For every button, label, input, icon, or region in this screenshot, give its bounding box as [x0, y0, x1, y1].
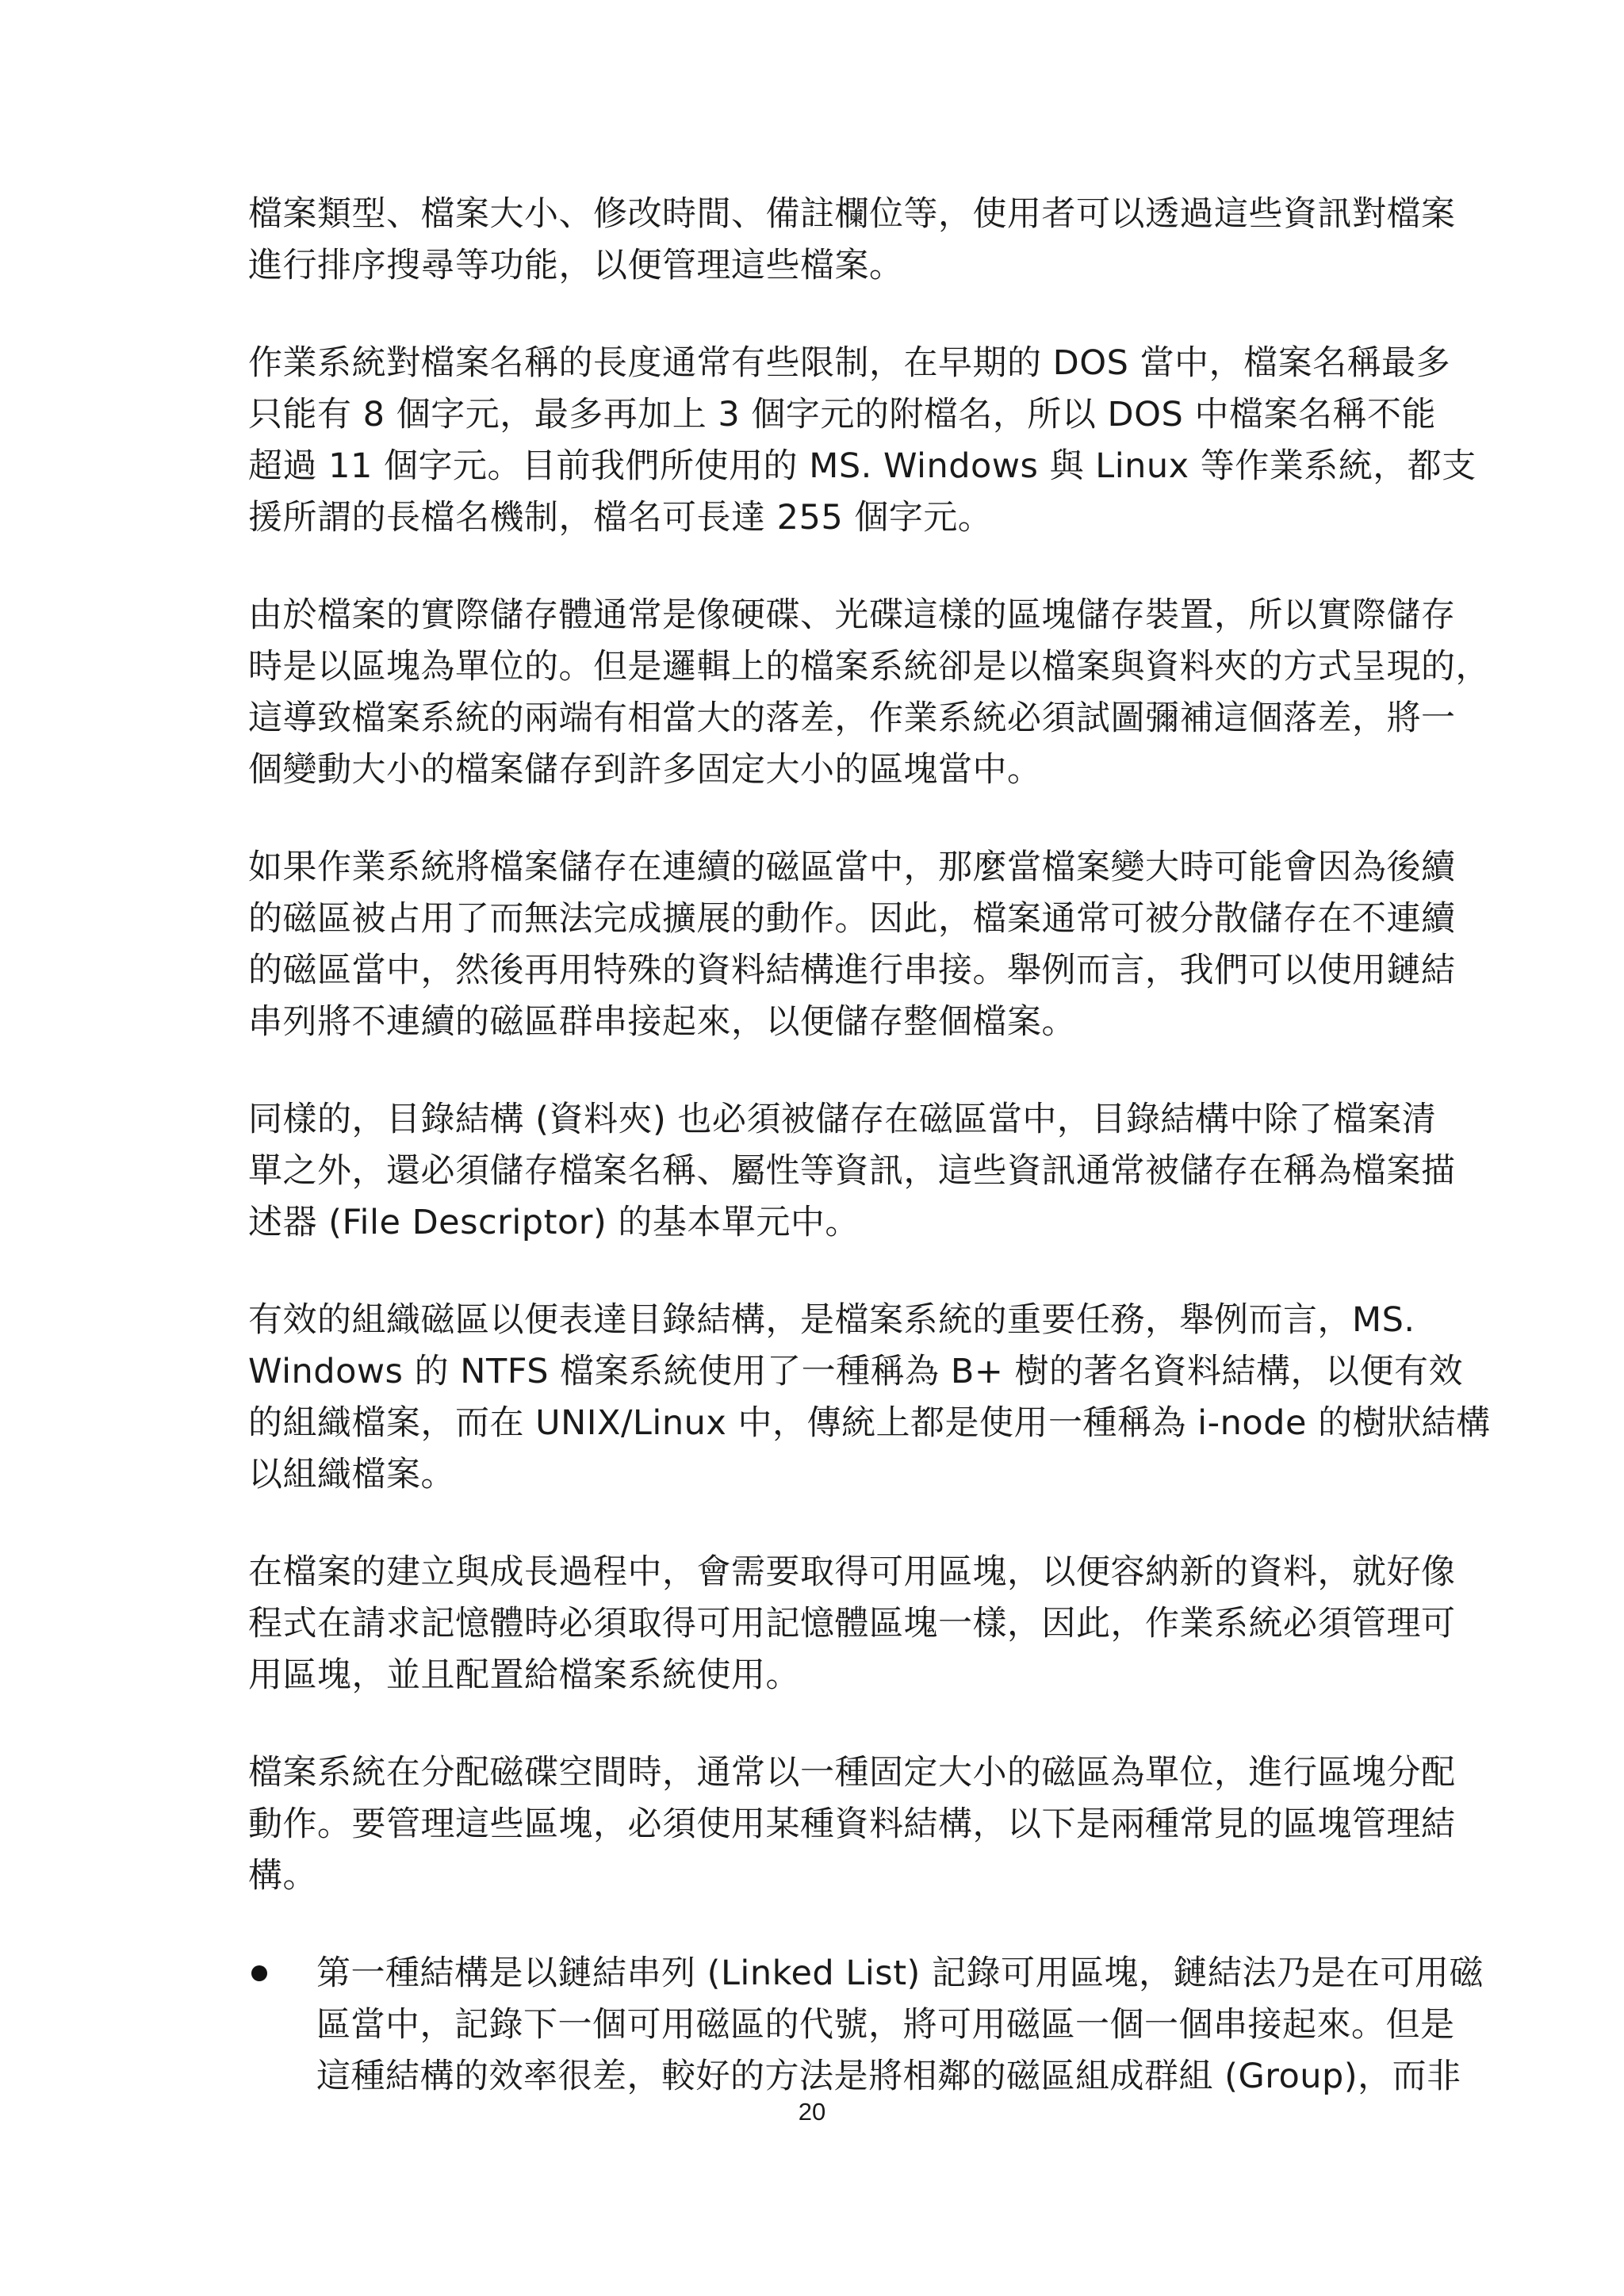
- page-number: 20: [798, 2098, 826, 2126]
- paragraph-free-blocks: [248, 1547, 1456, 1701]
- text-line: 程式在請求記憶體時必須取得可用記憶體區塊一樣，因此，作業系統必須管理可: [248, 1604, 1456, 1644]
- paragraph-contiguous-sectors: [248, 842, 1456, 1048]
- text-line: 的磁區被占用了而無法完成擴展的動作。因此，檔案通常可被分散儲存在不連續: [248, 899, 1456, 939]
- text-line: 進行排序搜尋等功能，以便管理這些檔案。: [248, 246, 904, 285]
- text-line: 動作。要管理這些區塊，必須使用某種資料結構，以下是兩種常見的區塊管理結: [248, 1804, 1456, 1844]
- bullet-dot-icon: [251, 1965, 267, 1981]
- paragraph-block-storage: [248, 590, 1490, 796]
- text-line: 有效的組織磁區以便表達目錄結構，是檔案系統的重要任務，舉例而言，MS.: [248, 1300, 1415, 1340]
- bullet-item-linked-list: [248, 1948, 1484, 2103]
- text-line: 由於檔案的實際儲存體通常是像硬碟、光碟這樣的區塊儲存裝置，所以實際儲存: [248, 595, 1456, 635]
- text-line: 檔案系統在分配磁碟空間時，通常以一種固定大小的磁區為單位，進行區塊分配: [248, 1753, 1456, 1793]
- text-line: 述器 (File Descriptor) 的基本單元中。: [248, 1203, 860, 1242]
- text-line: 用區塊，並且配置給檔案系統使用。: [248, 1655, 800, 1695]
- paragraph-block-allocation: [248, 1747, 1456, 1902]
- text-line: 只能有 8 個字元，最多再加上 3 個字元的附檔名，所以 DOS 中檔案名稱不能: [248, 395, 1436, 434]
- text-line: 時是以區塊為單位的。但是邏輯上的檔案系統卻是以檔案與資料夾的方式呈現的，: [248, 647, 1490, 687]
- paragraph-directory-structure: [248, 1094, 1456, 1249]
- paragraph-filename-length: [248, 338, 1477, 544]
- text-line: 的組織檔案，而在 UNIX/Linux 中，傳統上都是使用一種稱為 i-node 的樹狀結構: [248, 1403, 1491, 1443]
- paragraph-file-attributes: [248, 189, 1456, 292]
- text-line: 檔案類型、檔案大小、修改時間、備註欄位等，使用者可以透過這些資訊對檔案: [248, 194, 1456, 234]
- page-body: [248, 189, 1491, 2149]
- text-line: 同樣的，目錄結構 (資料夾) 也必須被儲存在磁區當中，目錄結構中除了檔案清: [248, 1100, 1437, 1139]
- text-line: Windows 的 NTFS 檔案系統使用了一種稱為 B+ 樹的著名資料結構，以便有效: [248, 1352, 1464, 1391]
- text-line: 個變動大小的檔案儲存到許多固定大小的區塊當中。: [248, 750, 1042, 790]
- text-line: 第一種結構是以鏈結串列 (Linked List) 記錄可用區塊，鏈結法乃是在可用磁: [316, 1954, 1484, 1993]
- text-line: 如果作業系統將檔案儲存在連續的磁區當中，那麼當檔案變大時可能會因為後續: [248, 848, 1456, 887]
- text-line: 的磁區當中，然後再用特殊的資料結構進行串接。舉例而言，我們可以使用鏈結: [248, 951, 1456, 990]
- text-line: 援所謂的長檔名機制，檔名可長達 255 個字元。: [248, 498, 993, 538]
- text-line: 以組織檔案。: [248, 1455, 455, 1494]
- text-line: 作業系統對檔案名稱的長度通常有些限制，在早期的 DOS 當中，檔案名稱最多: [248, 343, 1451, 383]
- text-line: 這導致檔案系統的兩端有相當大的落差，作業系統必須試圖彌補這個落差，將一: [248, 698, 1456, 738]
- text-line: 區當中，記錄下一個可用磁區的代號，將可用磁區一個一個串接起來。但是: [316, 2005, 1455, 2045]
- text-line: 單之外，還必須儲存檔案名稱、屬性等資訊，這些資訊通常被儲存在稱為檔案描: [248, 1151, 1456, 1191]
- paragraph-ntfs-inode: [248, 1295, 1491, 1501]
- text-line: 在檔案的建立與成長過程中，會需要取得可用區塊，以便容納新的資料，就好像: [248, 1552, 1456, 1592]
- text-line: 構。: [248, 1856, 317, 1896]
- text-line: 這種結構的效率很差，較好的方法是將相鄰的磁區組成群組 (Group)，而非: [316, 2057, 1461, 2096]
- text-line: 串列將不連續的磁區群串接起來，以便儲存整個檔案。: [248, 1002, 1076, 1042]
- text-line: 超過 11 個字元。目前我們所使用的 MS. Windows 與 Linux 等作業系統，都支: [248, 446, 1477, 486]
